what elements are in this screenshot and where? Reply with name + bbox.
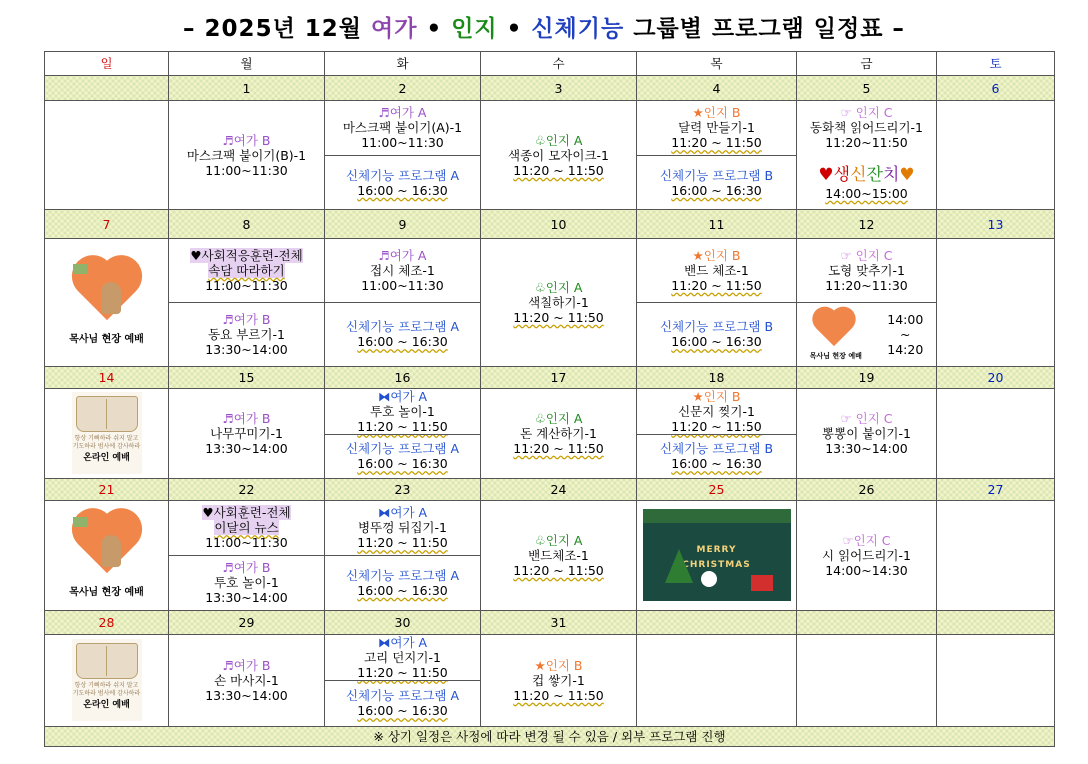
program-row: [45, 100, 1055, 210]
program-cell: [325, 501, 481, 611]
activity: 마스크팩 붙이기(A)-1: [342, 120, 463, 136]
group-label: ★인지 B: [692, 389, 741, 405]
online-worship-illustration: [72, 639, 142, 721]
time: 16:00 ~ 16:30: [671, 456, 762, 472]
date-cell: [637, 610, 797, 634]
activity: 뽕뽕이 붙이기-1: [822, 425, 911, 441]
date-cell: [45, 76, 169, 100]
time: 14:00: [887, 311, 924, 327]
bday-char: 잔: [866, 164, 883, 185]
time: 16:00 ~ 16:30: [671, 182, 762, 198]
worship-cell: [45, 635, 169, 726]
date-cell: 3: [481, 76, 637, 100]
title-suffix: 그룹별 프로그램 일정표 –: [624, 16, 905, 42]
snowman-icon: [701, 571, 717, 587]
program-cell-empty: [637, 635, 797, 726]
body-program-label: 신체기능 프로그램 B: [659, 167, 774, 183]
date-cell: 21: [45, 478, 169, 500]
activity: 접시 체조-1: [370, 262, 435, 278]
group-label: ★인지 B: [534, 657, 583, 673]
date-cell: 7: [45, 210, 169, 238]
date-cell: 26: [797, 478, 937, 500]
christmas-cell: [637, 501, 797, 611]
program-cell: [169, 100, 325, 210]
program-cell: [797, 100, 937, 210]
program-cell: [481, 389, 637, 478]
program-cell-empty: [937, 635, 1055, 726]
date-row: [45, 478, 1055, 500]
worship-illustration: [57, 511, 157, 600]
activity: [208, 263, 284, 278]
activity: 밴드 체조-1: [684, 262, 749, 278]
time: 11:20 ~ 11:50: [671, 277, 762, 293]
body-program-label: 신체기능 프로그램 A: [345, 441, 460, 457]
worship-cell: [45, 238, 169, 366]
program-cell: [797, 389, 937, 478]
weekday-sun: 일: [45, 52, 169, 76]
date-cell: 22: [169, 478, 325, 500]
footer-row: [45, 726, 1055, 746]
bible-verse: 항상 기뻐하라 쉬지 말고 기도하라 범사에 감사하라: [72, 682, 141, 698]
activity: 투호 놀이-1: [370, 404, 435, 420]
time: ~: [900, 326, 911, 342]
program-row: [45, 238, 1055, 366]
program-cell-empty: [937, 501, 1055, 611]
program-cell: [169, 635, 325, 726]
time: 11:20 ~ 11:50: [513, 440, 604, 456]
weekday-thu: 목: [637, 52, 797, 76]
date-cell: [937, 610, 1055, 634]
title-dot: •: [497, 16, 532, 42]
time: 13:30~14:00: [205, 687, 288, 703]
time: 11:20 ~ 11:50: [671, 135, 762, 151]
activity: 고리 던지기-1: [364, 650, 441, 666]
program-cell-empty: [937, 238, 1055, 366]
activity: 컵 쌓기-1: [532, 672, 585, 688]
date-cell: 14: [45, 366, 169, 388]
date-cell: 20: [937, 366, 1055, 388]
date-cell: 17: [481, 366, 637, 388]
program-cell: [797, 501, 937, 611]
program-cell: [481, 635, 637, 726]
date-row: [45, 210, 1055, 238]
bday-char: 신: [850, 164, 867, 185]
program-cell: [169, 238, 325, 366]
activity: [214, 520, 278, 535]
heart-icon: [67, 511, 147, 579]
group-label: [202, 505, 290, 520]
time: 16:00 ~ 16:30: [357, 334, 448, 350]
time: 11:20 ~ 11:50: [671, 419, 762, 435]
gift-icon: [751, 575, 773, 591]
time: 11:00~11:30: [361, 277, 444, 293]
activity: 시 읽어드리기-1: [822, 547, 911, 563]
heart-icon: [67, 258, 147, 326]
group-label: ♬여가 A: [378, 105, 427, 121]
merry-text: MERRY: [696, 545, 737, 556]
activity: 색종이 모자이크-1: [508, 147, 609, 163]
date-cell: 5: [797, 76, 937, 100]
worship-cell: [45, 501, 169, 611]
group-label: ♬여가 A: [378, 247, 427, 263]
program-cell: [325, 100, 481, 210]
date-cell: 30: [325, 610, 481, 634]
activity: 달력 만들기-1: [678, 120, 755, 136]
worship-illustration: [57, 258, 157, 347]
date-row: [45, 76, 1055, 100]
group-label: ★인지 B: [692, 105, 741, 121]
title-sinche: 신체기능: [531, 16, 625, 42]
group-label: ♬여가 B: [222, 311, 271, 327]
time: 11:00~11:30: [205, 277, 288, 293]
date-cell: 18: [637, 366, 797, 388]
time: 11:20 ~ 11:50: [357, 419, 448, 435]
date-cell: 31: [481, 610, 637, 634]
group-label: ⧓여가 A: [377, 635, 428, 651]
activity: 돈 계산하기-1: [520, 425, 597, 441]
time: 13:30~14:00: [205, 440, 288, 456]
date-cell: 6: [937, 76, 1055, 100]
time: 11:20~11:50: [825, 135, 908, 151]
time: 11:00~11:30: [361, 135, 444, 151]
date-cell: 16: [325, 366, 481, 388]
group-label: ♧인지 A: [534, 532, 583, 548]
bday-char: 생: [833, 164, 851, 185]
weekday-mon: 월: [169, 52, 325, 76]
time: 14:20: [887, 341, 924, 357]
program-cell: [637, 100, 797, 210]
date-cell: 27: [937, 478, 1055, 500]
program-cell-empty: [937, 100, 1055, 210]
title-prefix: – 2025년 12월: [183, 16, 372, 42]
program-row: [45, 501, 1055, 611]
activity: 나무꾸미기-1: [210, 425, 283, 441]
date-cell: 12: [797, 210, 937, 238]
date-cell: 28: [45, 610, 169, 634]
date-cell: 29: [169, 610, 325, 634]
weekday-sat: 토: [937, 52, 1055, 76]
program-cell-empty: [937, 389, 1055, 478]
title-dot: •: [417, 16, 452, 42]
date-cell: 15: [169, 366, 325, 388]
program-cell-empty: [45, 100, 169, 210]
body-program-label: 신체기능 프로그램 A: [345, 688, 460, 704]
date-cell: 11: [637, 210, 797, 238]
time: 13:30~14:00: [205, 590, 288, 606]
birthday-party-label: [818, 164, 914, 186]
date-cell: 4: [637, 76, 797, 100]
body-program-label: 신체기능 프로그램 B: [659, 441, 774, 457]
program-cell: [325, 238, 481, 366]
time: 16:00 ~ 16:30: [357, 182, 448, 198]
time: 14:00~15:00: [825, 185, 908, 201]
body-program-label: 신체기능 프로그램 A: [345, 567, 460, 583]
activity: 도형 맞추기-1: [828, 262, 905, 278]
program-cell: [481, 501, 637, 611]
program-row: [45, 635, 1055, 726]
time: 11:20 ~ 11:50: [357, 665, 448, 681]
time: 13:30~14:00: [825, 440, 908, 456]
time: 11:20 ~ 11:50: [513, 162, 604, 178]
time: 11:20 ~ 11:50: [513, 687, 604, 703]
time: 13:30~14:00: [205, 341, 288, 357]
activity: 밴드체조-1: [528, 547, 589, 563]
worship-label: 목사님 현장 예배: [809, 351, 862, 360]
date-cell: 10: [481, 210, 637, 238]
online-worship-illustration: [72, 392, 142, 474]
heart-icon: [810, 308, 858, 352]
bible-icon: [76, 643, 138, 679]
program-cell: [637, 238, 797, 366]
bible-icon: [76, 396, 138, 432]
date-cell: 9: [325, 210, 481, 238]
time: 16:00 ~ 16:30: [357, 456, 448, 472]
date-row: [45, 366, 1055, 388]
time: 14:00~14:30: [825, 562, 908, 578]
date-cell: 13: [937, 210, 1055, 238]
program-cell: [325, 389, 481, 478]
worship-label: 온라인 예배: [83, 700, 130, 711]
time: 11:20 ~ 11:50: [513, 562, 604, 578]
activity: 동요 부르기-1: [208, 326, 285, 342]
christmas-image: [643, 509, 791, 601]
group-label: ☞인지 C: [842, 532, 891, 548]
date-cell: 23: [325, 478, 481, 500]
program-cell-empty: [797, 635, 937, 726]
date-cell: 2: [325, 76, 481, 100]
group-label: ☞ 인지 C: [840, 105, 893, 121]
program-cell: [797, 238, 937, 366]
group-label: ⧓여가 A: [377, 505, 428, 521]
date-cell: 1: [169, 76, 325, 100]
program-cell: [481, 100, 637, 210]
activity: 투호 놀이-1: [214, 575, 279, 591]
title-yeoga: 여가: [371, 16, 418, 42]
time: 11:20 ~ 11:50: [513, 309, 604, 325]
program-cell: [169, 501, 325, 611]
group-label: ♬여가 B: [222, 560, 271, 576]
time: 11:00~11:30: [205, 535, 288, 551]
footer-note: ※ 상기 일정은 사정에 따라 변경 될 수 있음 / 외부 프로그램 진행: [45, 726, 1055, 746]
title-inji: 인지: [451, 16, 498, 42]
group-label: ♬여가 B: [222, 132, 271, 148]
weekday-wed: 수: [481, 52, 637, 76]
activity-text: 속담 따라하기: [208, 262, 285, 278]
weekday-header: [45, 52, 1055, 76]
date-cell: 24: [481, 478, 637, 500]
schedule-calendar: [44, 51, 1055, 747]
activity: 색칠하기-1: [528, 294, 589, 310]
time: 16:00 ~ 16:30: [357, 582, 448, 598]
heart-icon: ♥: [818, 164, 834, 185]
group-label: ♧인지 A: [534, 279, 583, 295]
date-cell: 8: [169, 210, 325, 238]
time: 16:00 ~ 16:30: [357, 703, 448, 719]
activity: 손 마사지-1: [214, 672, 279, 688]
body-program-label: 신체기능 프로그램 A: [345, 167, 460, 183]
tree-icon: [665, 549, 693, 583]
date-cell: 19: [797, 366, 937, 388]
date-cell: 25: [637, 478, 797, 500]
date-cell: [797, 610, 937, 634]
activity-text: 이달의 뉴스: [214, 520, 279, 536]
time: 16:00 ~ 16:30: [671, 334, 762, 350]
heart-icon: ♥: [899, 164, 915, 185]
weekday-tue: 화: [325, 52, 481, 76]
activity: 병뚜껑 뒤집기-1: [358, 520, 447, 536]
group-label: ♬여가 B: [222, 657, 271, 673]
program-row: [45, 389, 1055, 478]
group-label-text: ♥사회훈련-전체: [202, 505, 291, 521]
worship-label: 온라인 예배: [83, 453, 130, 464]
group-label: ⧓여가 A: [377, 389, 428, 405]
page-title: [0, 10, 1088, 43]
time: 11:20~11:30: [825, 277, 908, 293]
group-label-text: ♥사회적응훈련-전체: [190, 247, 303, 263]
worship-label: 목사님 현장 예배: [69, 586, 144, 598]
group-label: [190, 248, 302, 263]
program-cell: [169, 389, 325, 478]
group-label: ☞ 인지 C: [840, 410, 893, 426]
activity: 마스크팩 붙이기(B)-1: [186, 147, 307, 163]
bday-char: 치: [882, 164, 900, 185]
program-cell: [637, 389, 797, 478]
group-label: ★인지 B: [692, 247, 741, 263]
worship-cell: [45, 389, 169, 478]
body-program-label: 신체기능 프로그램 B: [659, 319, 774, 335]
bible-verse: 항상 기뻐하라 쉬지 말고 기도하라 범사에 감사하라: [72, 435, 141, 451]
date-row: [45, 610, 1055, 634]
worship-label: 목사님 현장 예배: [69, 333, 144, 345]
weekday-fri: 금: [797, 52, 937, 76]
group-label: ♧인지 A: [534, 410, 583, 426]
activity: 동화책 읽어드리기-1: [809, 120, 924, 136]
body-program-label: 신체기능 프로그램 A: [345, 319, 460, 335]
group-label: ♧인지 A: [534, 132, 583, 148]
program-cell: [481, 238, 637, 366]
time: 11:00~11:30: [205, 162, 288, 178]
program-cell: [325, 635, 481, 726]
group-label: ☞ 인지 C: [840, 247, 893, 263]
christmas-word: CHRISTMAS: [682, 560, 751, 571]
group-label: ♬여가 B: [222, 410, 271, 426]
activity: 신문지 찢기-1: [678, 404, 755, 420]
time: 11:20 ~ 11:50: [357, 535, 448, 551]
